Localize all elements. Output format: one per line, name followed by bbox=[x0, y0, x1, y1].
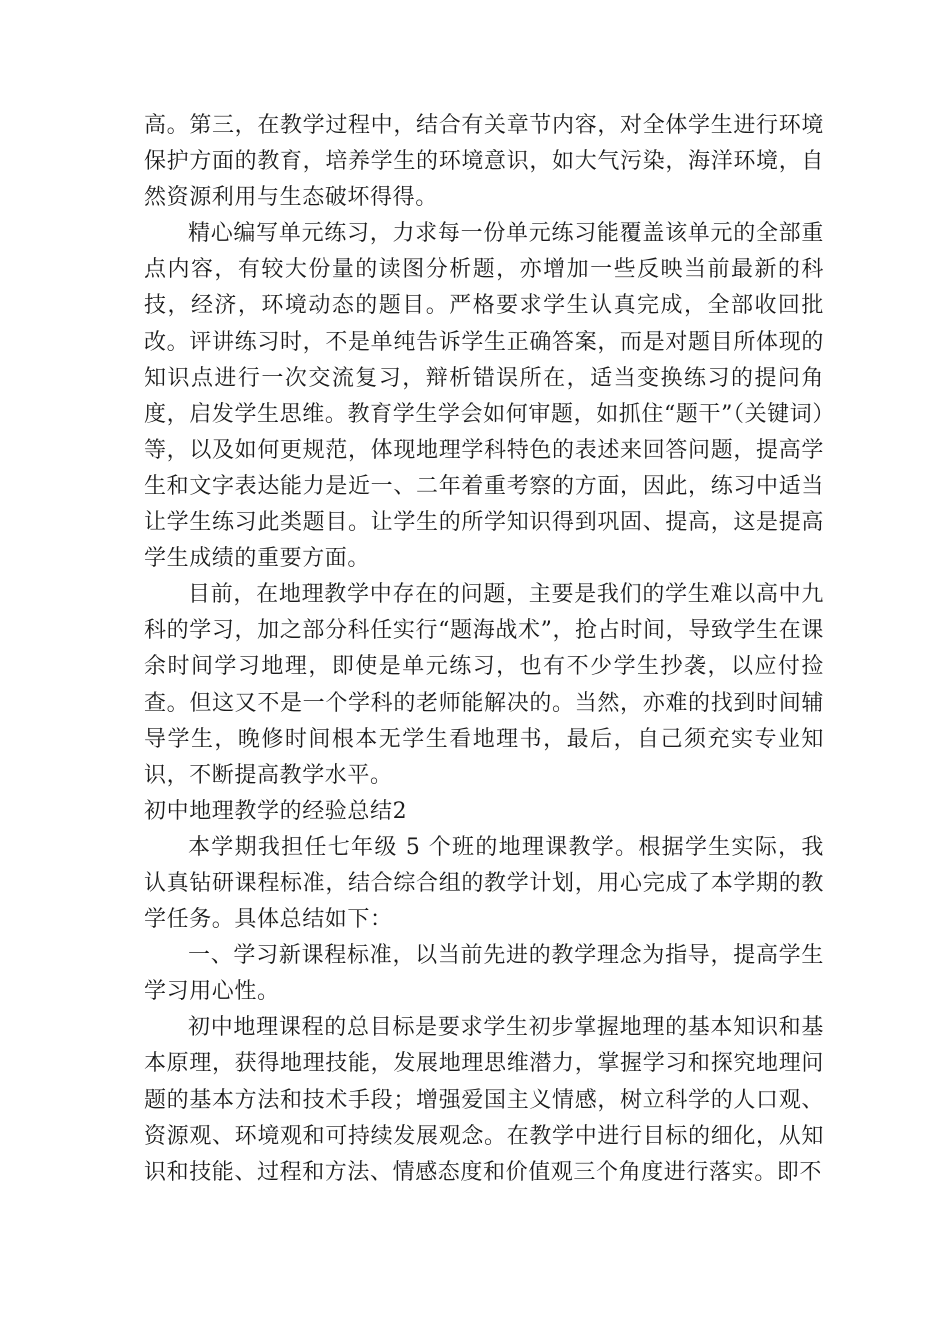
paragraph-unit-exercises: 精心编写单元练习，力求每一份单元练习能覆盖该单元的全部重点内容，有较大份量的读图分析题，亦增加一些反映当前最新的科技，经济，环境动态的题目。严格要求学生认真完成，全部收回批改。评讲练习时，不是单纯告诉学生正确答案，而是对题目所体现的知识点进行一次交流复习，辩析错误所在，适当变换练习的提问角度，启发学生思维。教育学生学会如何审题，如抓住“题干”（关键词）等，以及如何更规范，体现地理学科特色的表述来回答问题，提高学生和文字表达能力是近一、二年着重考察的方面，因此，练习中适当让学生练习此类题目。让学生的所学知识得到巩固、提高，这是提高学生成绩的重要方面。 bbox=[144, 221, 824, 572]
paragraph-point-one: 一、学习新课程标准，以当前先进的教学理念为指导，提高学生学习用心性。 bbox=[144, 943, 824, 1005]
paragraph-intro: 本学期我担任七年级 5 个班的地理课教学。根据学生实际，我认真钻研课程标准，结合综合组的教学计划，用心完成了本学期的教学任务。具体总结如下： bbox=[144, 834, 824, 933]
paragraph-current-problems: 目前，在地理教学中存在的问题，主要是我们的学生难以高中九科的学习，加之部分科任实行“题海战术”，抢占时间，导致学生在课余时间学习地理，即使是单元练习，也有不少学生抄袭，以应付捡查。但这又不是一个学科的老师能解决的。当然，亦难的找到时间辅导学生，晚修时间根本无学生看地理书，最后，自己须充实专业知识，不断提高教学水平。 bbox=[144, 582, 824, 788]
paragraph-curriculum-goals: 初中地理课程的总目标是要求学生初步掌握地理的基本知识和基本原理，获得地理技能，发展地理思维潜力，掌握学习和探究地理问题的基本方法和技术手段；增强爱国主义情感，树立科学的人口观、资源观、环境观和可持续发展观念。在教学中进行目标的细化，从知识和技能、过程和方法、情感态度和价值观三个角度进行落实。即不 bbox=[144, 1015, 824, 1185]
paragraph-continuation: 高。第三，在教学过程中，结合有关章节内容，对全体学生进行环境保护方面的教育，培养学生的环境意识，如大气污染，海洋环境，自然资源利用与生态破坏得得。 bbox=[144, 113, 824, 211]
document-body bbox=[144, 108, 824, 1191]
section-heading: 初中地理教学的经验总结2 bbox=[144, 798, 408, 824]
